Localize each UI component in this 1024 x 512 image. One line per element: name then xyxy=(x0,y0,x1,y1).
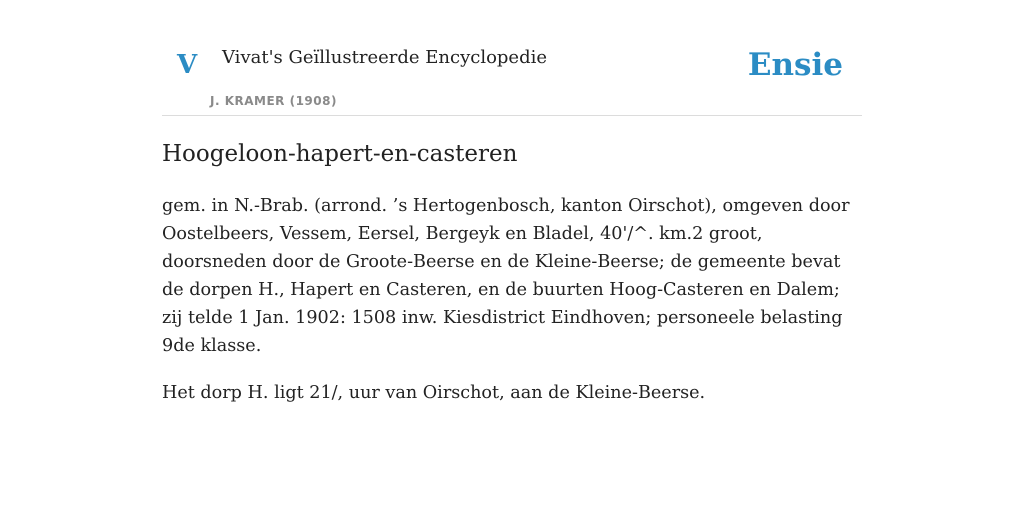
article-body xyxy=(162,192,862,426)
ensie-brand-link[interactable]: Ensie xyxy=(747,47,843,83)
article-paragraph: Het dorp H. ligt 21/, uur van Oirschot, aan de Kleine-Beerse. xyxy=(162,383,706,403)
article-paragraph: gem. in N.-Brab. (arrond. ’s Hertogenbosch, kanton Oirschot), omgeven door Oostelbeers, Vessem, Eersel, Bergeyk en Bladel, 40'/^. km.2 groot, doorsneden door de Groote-Beerse en de Kleine-Beerse; de gemeente bevat de dorpen H., Hapert en Casteren, en de buurten Hoog-Casteren en Dalem; zij telde 1 Jan. 1902: 1508 inw. Kiesdistrict Eindhoven; personeele belasting 9de klasse. xyxy=(162,196,850,356)
publication-author: J. KRAMER (1908) xyxy=(210,94,337,108)
publication-title[interactable]: Vivat's Geïllustreerde Encyclopedie xyxy=(222,47,548,68)
article-title: Hoogeloon-hapert-en-casteren xyxy=(162,141,518,167)
publication-header xyxy=(162,0,862,116)
publication-logo-icon[interactable]: V xyxy=(177,50,198,80)
